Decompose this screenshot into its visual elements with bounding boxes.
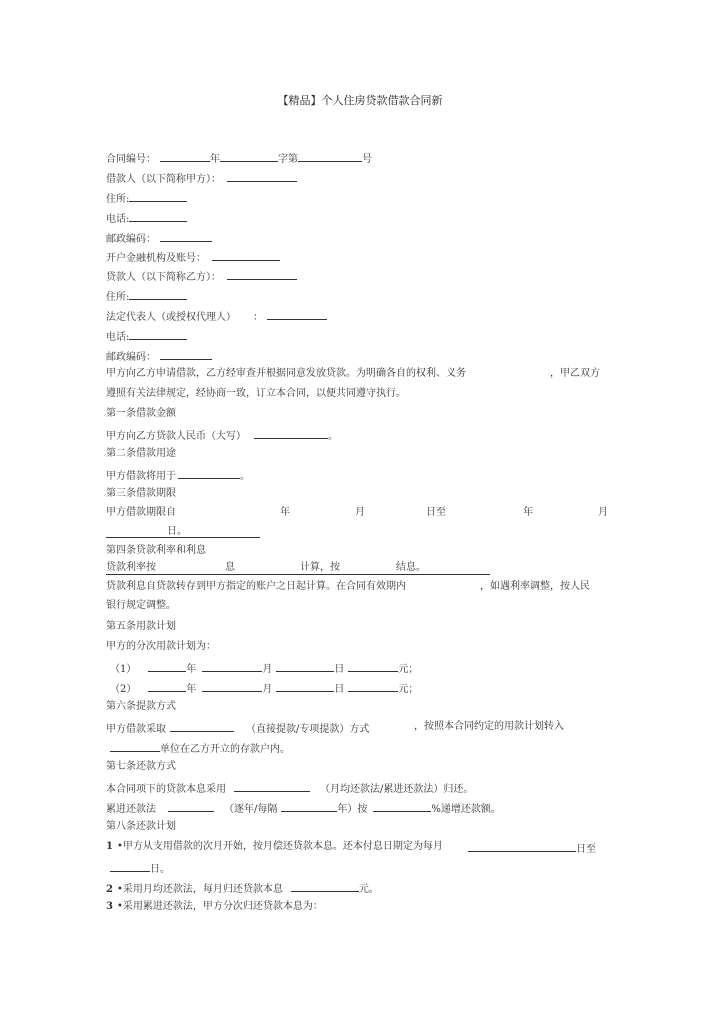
article-8-item-2-text: •采用月均还款法，每月归还贷款本息 — [116, 884, 283, 895]
article-8-item-2-number: 2 — [106, 884, 113, 895]
article-3-title: 第三条借款期限 — [106, 488, 176, 499]
article-4-calc: 计算，按 — [300, 562, 340, 573]
article-7-label: 本合同项下的贷款本息采用 — [106, 784, 226, 795]
address2-label: 住所: — [106, 292, 130, 303]
repayment-day-start-blank[interactable] — [468, 840, 576, 852]
article-8-item-1-line-2 — [110, 860, 170, 877]
plan-item-1-number: （1） — [110, 664, 137, 675]
plan-1-day: 日 — [334, 664, 345, 675]
plan-2-day-blank[interactable] — [276, 680, 334, 692]
article-3-text: 甲方借款期限自 — [106, 507, 176, 518]
article-8-item-3-number: 3 — [106, 901, 113, 912]
zi-di-word: 字第 — [278, 154, 298, 165]
contract-number-label: 合同编号： — [106, 154, 156, 165]
plan-2-year: 年 — [186, 684, 197, 695]
article-4-rate-label: 贷款利率按 — [106, 562, 156, 573]
progressive-every: （逐年/每隔 — [224, 804, 278, 815]
plan-1-yuan: 元； — [398, 664, 419, 675]
address2-blank[interactable] — [129, 288, 187, 300]
article-6-line-2 — [110, 740, 290, 757]
address-blank[interactable] — [129, 190, 187, 202]
postcode-line — [106, 230, 212, 247]
plan-1-month-blank[interactable] — [202, 660, 262, 672]
preamble-line-1: 甲方向乙方申请借款，乙方经审查并根据同意发放贷款。为明确各自的权利、义务 — [106, 368, 466, 379]
postcode2-blank[interactable] — [160, 348, 212, 360]
article-8-item-1-text-b: ，按月偿还贷款本息。还本付息日期定为每月 — [242, 841, 443, 852]
borrower-label: 借款人（以下简称甲方）： — [106, 174, 221, 185]
article-2-text — [106, 467, 250, 484]
postcode-label: 邮政编码： — [106, 234, 156, 245]
phone2-blank[interactable] — [129, 328, 187, 340]
deposit-unit-blank[interactable] — [110, 740, 160, 752]
plan-2-day: 日 — [334, 684, 345, 695]
article-3-year-2: 年 — [523, 507, 533, 518]
article-1-title: 第一条借款金额 — [106, 408, 176, 419]
contract-number-line — [106, 150, 372, 167]
drawdown-method-blank[interactable] — [170, 720, 234, 732]
article-8-item-1-end — [468, 840, 596, 857]
article-8-item-3 — [106, 900, 323, 914]
article-8-day-end: 日。 — [150, 864, 170, 875]
legal-rep-label: 法定代表人（或授权代理人） — [106, 312, 231, 323]
contract-number-blank-2[interactable] — [220, 150, 278, 162]
address-line — [106, 190, 187, 207]
lender-blank[interactable] — [227, 268, 297, 280]
contract-number-blank-1[interactable] — [160, 150, 210, 162]
article-4-line-2-end: ，如遇利率调整，按人民 — [480, 581, 590, 592]
article-8-item-3-text: •采用累进还款法，甲方分次归还贷款本息为： — [116, 901, 323, 912]
progressive-method-label: 累进还款法 — [106, 804, 156, 815]
article-6-label: 甲方借款采取 — [106, 724, 166, 735]
article-8-day-to: 日至 — [576, 844, 596, 855]
plan-item-2-number: （2） — [110, 684, 137, 695]
address-label: 住所: — [106, 194, 130, 205]
article-3-underline — [106, 537, 260, 538]
article-8-item-1 — [106, 840, 443, 854]
plan-1-day-blank[interactable] — [276, 660, 334, 672]
postcode2-label: 邮政编码： — [106, 352, 156, 363]
legal-rep-colon: ： — [253, 312, 263, 323]
article-7-line-2 — [106, 800, 501, 817]
bank-account-line — [106, 249, 280, 266]
plan-1-month: 月 — [262, 664, 273, 675]
borrower-line — [106, 170, 297, 187]
article-4-xi: 息 — [225, 562, 235, 573]
phone-label: 电话: — [106, 214, 130, 225]
plan-1-year-blank[interactable] — [148, 660, 186, 672]
plan-item-2 — [110, 680, 418, 697]
plan-2-amount-blank[interactable] — [348, 680, 398, 692]
article-7-text — [106, 780, 473, 797]
article-4-line-2: 贷款利息自贷款转存到甲方指定的账户之日起计算。在合同有效期内 — [106, 581, 406, 592]
phone2-line — [106, 328, 187, 345]
bank-account-blank[interactable] — [212, 249, 280, 261]
progressive-years-word: 年）按 — [337, 804, 368, 815]
loan-purpose-blank[interactable] — [178, 467, 240, 479]
article-1-text — [106, 427, 338, 444]
monthly-payment-blank[interactable] — [291, 880, 359, 892]
article-6-method: （直接提款/专项提款）方式 — [246, 724, 370, 735]
address2-line — [106, 288, 187, 305]
article-6-text-end: ，按照本合同约定的用款计划转入 — [414, 721, 564, 732]
loan-amount-blank[interactable] — [254, 427, 328, 439]
article-2-end: 。 — [240, 471, 250, 482]
progressive-period-blank[interactable] — [168, 800, 214, 812]
article-1-end: 。 — [328, 431, 338, 442]
article-1-label: 甲方向乙方贷款人民币（大写） — [106, 431, 246, 442]
year-word: 年 — [210, 154, 220, 165]
postcode2-line — [106, 348, 212, 365]
progressive-rate-blank[interactable] — [373, 800, 431, 812]
phone2-label: 电话: — [106, 332, 130, 343]
phone-blank[interactable] — [129, 210, 187, 222]
repayment-method-blank[interactable] — [234, 780, 310, 792]
plan-2-month: 月 — [262, 684, 273, 695]
article-4-settle: 结息。 — [396, 562, 426, 573]
hao-word: 号 — [362, 154, 372, 165]
preamble-line-2: 遵照有关法律规定，经协商一致，订立本合同，以便共同遵守执行。 — [106, 388, 406, 399]
article-3-day-2: 日。 — [167, 526, 187, 537]
article-6-title: 第六条提款方式 — [106, 701, 176, 712]
bank-account-label: 开户金融机构及账号： — [106, 253, 206, 264]
progressive-rate-text: %递增还款额。 — [431, 804, 501, 815]
article-2-title: 第二条借款用途 — [106, 448, 176, 459]
article-6-line-2-text: 单位在乙方开立的存款户内。 — [160, 744, 290, 755]
lender-label: 贷款人（以下简称乙方）： — [106, 272, 221, 283]
progressive-years-blank[interactable] — [281, 800, 337, 812]
article-3-day-1: 日至 — [426, 507, 446, 518]
article-8-item-2-yuan: 元。 — [358, 884, 379, 895]
plan-item-1 — [110, 660, 418, 677]
plan-1-year: 年 — [186, 664, 197, 675]
article-6-text — [106, 720, 369, 737]
article-3-year-1: 年 — [280, 507, 290, 518]
article-8-title: 第八条还款计划 — [106, 821, 176, 832]
repayment-day-end-blank[interactable] — [110, 860, 150, 872]
article-8-item-1-text: •甲方从支用借款的次月开始 — [116, 841, 243, 852]
article-4-line-3: 银行规定调整。 — [106, 600, 176, 611]
article-2-label: 甲方借款将用于 — [106, 471, 176, 482]
article-8-item-1-number: 1 — [106, 841, 113, 852]
article-5-text: 甲方的分次用款计划为： — [106, 641, 216, 652]
article-7-method: （月均还款法/累进还款法）归还。 — [320, 784, 474, 795]
legal-rep-line — [106, 308, 327, 325]
postcode-blank[interactable] — [160, 230, 212, 242]
plan-2-month-blank[interactable] — [202, 680, 262, 692]
article-5-title: 第五条用款计划 — [106, 621, 176, 632]
contract-number-blank-3[interactable] — [298, 150, 362, 162]
article-3-month-1: 月 — [355, 507, 365, 518]
article-3-month-2: 月 — [598, 507, 608, 518]
article-4-title: 第四条贷款利率和利息 — [106, 545, 206, 556]
article-8-item-2 — [106, 880, 379, 897]
article-7-title: 第七条还款方式 — [106, 761, 176, 772]
phone-line — [106, 210, 187, 227]
plan-2-year-blank[interactable] — [148, 680, 186, 692]
borrower-blank[interactable] — [227, 170, 297, 182]
article-4-underline — [106, 574, 490, 575]
legal-rep-blank[interactable] — [267, 308, 327, 320]
page-title: 【精品】个人住房贷款借款合同新 — [277, 94, 443, 107]
plan-2-yuan: 元； — [398, 684, 419, 695]
preamble-line-1-end: ，甲乙双方 — [550, 368, 600, 379]
plan-1-amount-blank[interactable] — [348, 660, 398, 672]
lender-line — [106, 268, 297, 285]
